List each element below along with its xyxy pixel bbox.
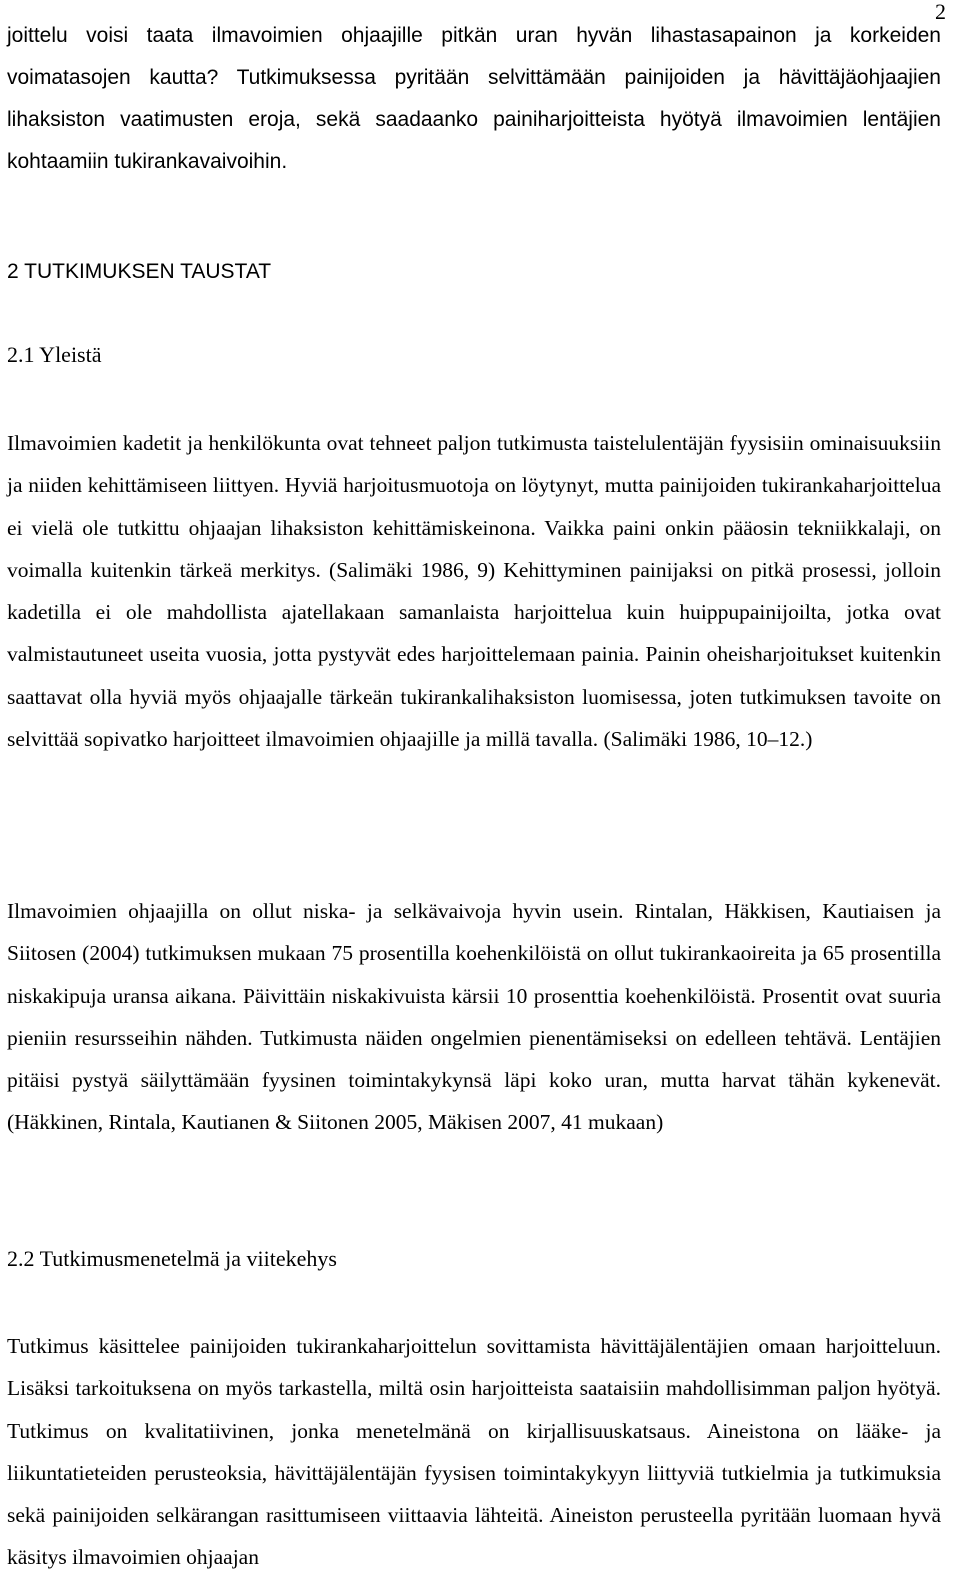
section-2-1-paragraph-2: Ilmavoimien ohjaajilla on ollut niska- ja selkävaivoja hyvin usein. Rintalan, Häkkisen, Kautiaisen ja Siitosen (2004) tutkimuksen mukaan 75 prosentilla koehenkilöistä on ollut tukirankaoireita ja 65 prosentilla niskakipuja uransa aikana. Päivittäin niskakivuista kärsii 10 prosenttia koehenkilöistä. Prosentit ovat suuria pieniin resursseihin nähden. Tutkimusta näiden ongelmien pienentämiseksi on edelleen tehtävä. Lentäjien pitäisi pystyä säilyttämään fyysinen toimintakykynsä läpi koko uran, mutta harvat tähän kykenevät. (Häkkinen, Rintala, Kautianen & Siitonen 2005, Mäkisen 2007, 41 mukaan) — [7, 899, 941, 1135]
main-heading: 2 TUTKIMUKSEN TAUSTAT — [7, 260, 272, 283]
section-heading-2-2: 2.2 Tutkimusmenetelmä ja viitekehys — [7, 1246, 337, 1271]
section-heading-2-1: 2.1 Yleistä — [7, 342, 102, 367]
page-number: 2 — [935, 0, 946, 24]
intro-paragraph: joittelu voisi taata ilmavoimien ohjaajille pitkän uran hyvän lihastasapainon ja korkeiden voimatasojen kautta? Tutkimuksessa pyritään selvittämään painijoiden ja hävittäjäohjaajien lihaksiston vaatimusten eroja, sekä saadaanko painiharjoitteista hyötyä ilmavoimien lentäjien kohtaamiin tukirankavaivoihin. — [7, 24, 941, 173]
section-2-2-paragraph-1: Tutkimus käsittelee painijoiden tukirankaharjoittelun sovittamista hävittäjälentäjien omaan harjoitteluun. Lisäksi tarkoituksena on myös tarkastella, miltä osin harjoitteista saataisiin mahdollisimman paljon hyötyä. Tutkimus on kvalitatiivinen, jonka menetelmänä on kirjallisuuskatsaus. Aineistona on lääke- ja liikuntatieteiden perusteoksia, hävittäjälentäjän fyysisen toimintakykyyn liittyviä tutkielmia ja tutkimuksia sekä painijoiden selkärangan rasittumiseen viittaavia lähteitä. Aineiston perusteella pyritään luomaan hyvä käsitys ilmavoimien ohjaajan — [7, 1334, 941, 1570]
section-2-1-paragraph-1: Ilmavoimien kadetit ja henkilökunta ovat tehneet paljon tutkimusta taistelulentäjän fyysisiin ominaisuuksiin ja niiden kehittämiseen liittyen. Hyviä harjoitusmuotoja on löytynyt, mutta painijoiden tukirankaharjoittelua ei vielä ole tutkittu ohjaajan lihaksiston kehittämiskeinona. Vaikka paini onkin pääosin tekniikkalaji, on voimalla kuitenkin tärkeä merkitys. (Salimäki 1986, 9) Kehittyminen painijaksi on pitkä prosessi, jolloin kadetilla ei ole mahdollista ajatellakaan samanlaista harjoittelua kuin huippupainijoilta, jotka ovat valmistautuneet useita vuosia, jotta pystyvät edes harjoittelemaan painia. Painin oheisharjoitukset kuitenkin saattavat olla hyviä myös ohjaajalle tärkeän tukirankalihaksiston luomisessa, joten tutkimuksen tavoite on selvittää sopivatko harjoitteet ilmavoimien ohjaajille ja millä tavalla. (Salimäki 1986, 10–12.) — [7, 431, 941, 752]
